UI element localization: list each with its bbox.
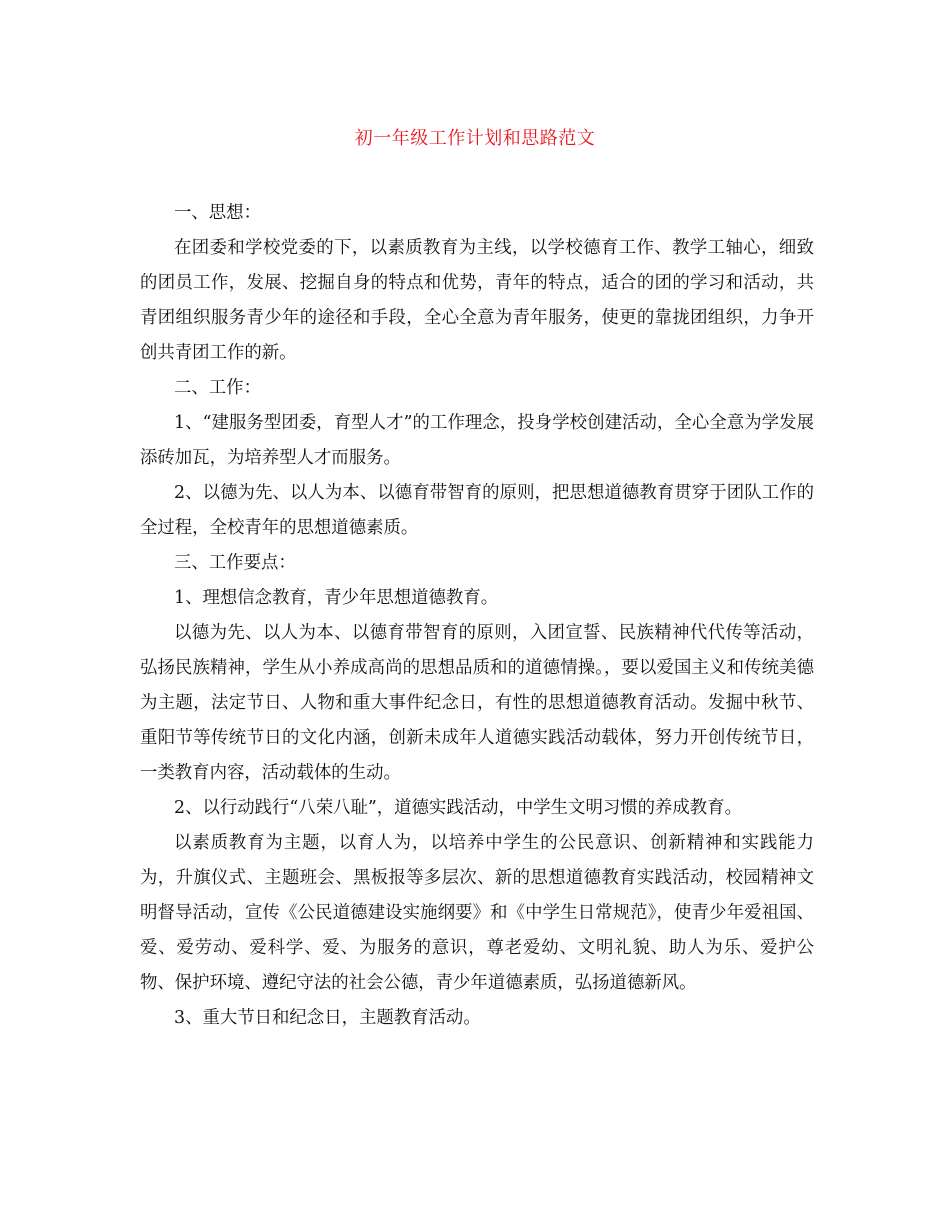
paragraph: 以德为先、以人为本、以德育带智育的原则，入团宣誓、民族精神代代传等活动，弘扬民族精神，学生从小养成高尚的思想品质和的道德情操。，要以爱国主义和传统美德为主题，法定节日、人物和重大事件纪念日，有性的思想道德教育活动。发掘中秋节、重阳节等传统节日的文化内涵，创新未成年人道德实践活动载体，努力开创传统节日，一类教育内容，活动载体的生动。 [140, 623, 814, 783]
heading-work: 二、工作： [174, 378, 261, 398]
paragraph: 在团委和学校党委的下，以素质教育为主线，以学校德育工作、教学工轴心，细致的团员工作，发展、挖掘自身的特点和优势，青年的特点，适合的团的学习和活动，共青团组织服务青少年的途径和手段，全心全意为青年服务，使更的靠拢团组织，力争开创共青团工作的新。 [140, 238, 814, 363]
document-title: 初一年级工作计划和思路范文 [354, 128, 596, 149]
heading-thought: 一、思想： [174, 203, 261, 223]
paragraph: 1、“建服务型团委，育型人才”的工作理念，投身学校创建活动，全心全意为学发展添砖加瓦，为培养型人才而服务。 [140, 413, 814, 468]
paragraph: 以素质教育为主题，以育人为，以培养中学生的公民意识、创新精神和实践能力为，升旗仪式、主题班会、黑板报等多层次、新的思想道德教育实践活动，校园精神文明督导活动，宣传《公民道德建设实施纲要》和《中学生日常规范》，使青少年爱祖国、爱、爱劳动、爱科学、爱、为服务的意识，尊老爱幼、文明礼貌、助人为乐、爱护公物、保护环境、遵纪守法的社会公德，青少年道德素质，弘扬道德新风。 [140, 833, 814, 993]
document-body [140, 196, 814, 1036]
heading-work-points: 三、工作要点： [174, 553, 296, 573]
paragraph: 2、以行动践行“八荣八耻”，道德实践活动，中学生文明习惯的养成教育。 [174, 798, 742, 818]
paragraph: 1、理想信念教育，青少年思想道德教育。 [174, 588, 499, 608]
paragraph: 3、重大节日和纪念日，主题教育活动。 [174, 1008, 481, 1028]
paragraph: 2、以德为先、以人为本、以德育带智育的原则，把思想道德教育贯穿于团队工作的全过程，全校青年的思想道德素质。 [140, 483, 814, 538]
